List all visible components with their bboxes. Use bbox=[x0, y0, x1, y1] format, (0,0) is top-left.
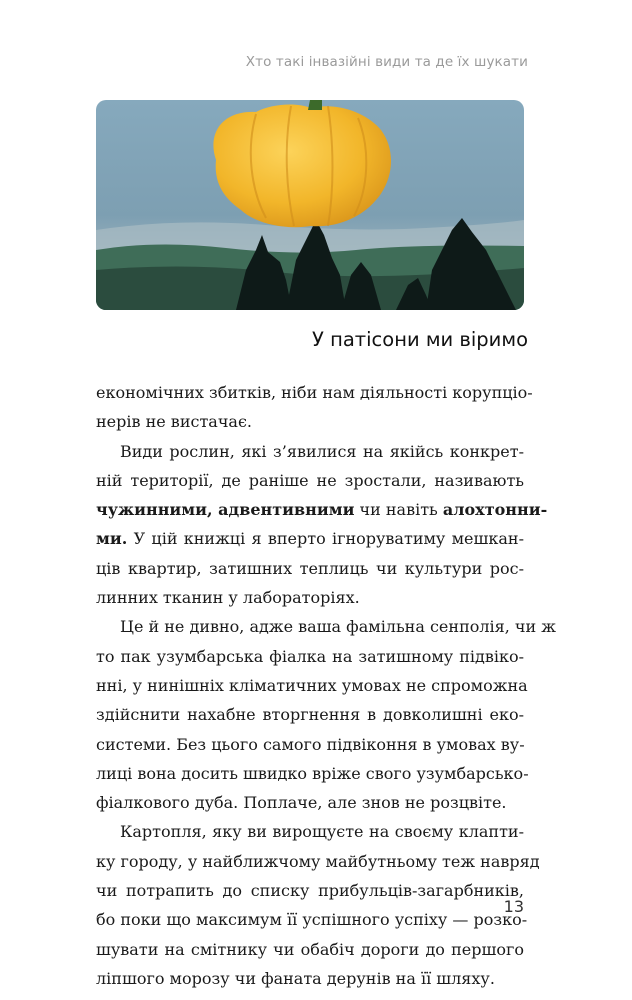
text-run: Картопля, яку ви вирощуєте на своєму клапти- bbox=[120, 822, 524, 842]
text-line bbox=[96, 466, 524, 495]
text-run: ців квартир, затишних теплиць чи культури рос- bbox=[96, 558, 524, 578]
text-line bbox=[96, 847, 540, 876]
text-line bbox=[96, 700, 524, 729]
text-line bbox=[96, 905, 528, 934]
body-text bbox=[96, 378, 556, 993]
text-run: шувати на смітнику чи обабіч дороги до першого bbox=[96, 939, 524, 959]
text-line bbox=[96, 524, 524, 553]
text-run: У цій книжці я вперто ігноруватиму мешкан- bbox=[127, 529, 524, 549]
text-run: лиці вона досить швидко вріже свого узумбарсько- bbox=[96, 763, 529, 783]
text-line bbox=[96, 437, 524, 466]
text-line bbox=[96, 642, 524, 671]
text-run: здійснити нахабне вторгнення в довколишні еко- bbox=[96, 705, 524, 725]
floating-pattypan-squash-illustration bbox=[96, 100, 524, 310]
pattypan-squash bbox=[213, 100, 391, 227]
illustration-canvas bbox=[96, 100, 524, 310]
chapter-title: У патісони ми віримо bbox=[311, 328, 528, 351]
text-run: фіалкового дуба. Поплаче, але знов не розцвіте. bbox=[96, 793, 507, 813]
running-header: Хто такі інвазійні види та де їх шукати bbox=[245, 54, 528, 70]
text-run: Види рослин, які з’явилися на якійсь конкрет- bbox=[120, 441, 524, 461]
text-line bbox=[96, 964, 524, 993]
text-line bbox=[96, 876, 524, 905]
text-run: чи навіть bbox=[354, 500, 443, 520]
text-run: нерів не вистачає. bbox=[96, 412, 252, 432]
text-line bbox=[96, 759, 529, 788]
text-run: чи потрапить до списку прибульців-загарбників, bbox=[96, 881, 524, 901]
text-run: то пак узумбарська фіалка на затишному підвіко- bbox=[96, 646, 524, 666]
bold-term: чужинними, адвентивними bbox=[96, 500, 355, 520]
text-line bbox=[96, 583, 524, 612]
text-line bbox=[96, 817, 524, 846]
text-line bbox=[96, 730, 524, 759]
text-run: економічних збитків, ніби нам діяльності корупціо- bbox=[96, 383, 533, 402]
bold-term: ми. bbox=[96, 529, 128, 549]
page-number: 13 bbox=[503, 897, 524, 916]
text-run: бо поки що максимум її успішного успіху — розко- bbox=[96, 910, 528, 930]
text-line bbox=[96, 407, 524, 436]
text-line bbox=[96, 554, 524, 583]
text-run: ку городу, у найближчому майбутньому теж навряд bbox=[96, 851, 540, 871]
text-line bbox=[96, 495, 548, 524]
text-line bbox=[96, 671, 528, 700]
text-run: нні, у нинішніх кліматичних умовах не спроможна bbox=[96, 675, 528, 695]
text-run: ній території, де раніше не зростали, називають bbox=[96, 470, 524, 490]
text-line bbox=[96, 935, 524, 964]
text-line bbox=[96, 378, 533, 407]
bold-term: алохтонни- bbox=[442, 500, 548, 520]
text-line bbox=[96, 612, 556, 641]
text-run: Це й не дивно, адже ваша фамільна сенполія, чи ж bbox=[120, 617, 556, 637]
text-line bbox=[96, 788, 524, 817]
text-run: линних тканин у лабораторіях. bbox=[96, 588, 360, 608]
text-run: системи. Без цього самого підвіконня в умовах ву- bbox=[96, 734, 525, 754]
text-run: ліпшого морозу чи фаната дерунів на її шляху. bbox=[96, 968, 495, 988]
